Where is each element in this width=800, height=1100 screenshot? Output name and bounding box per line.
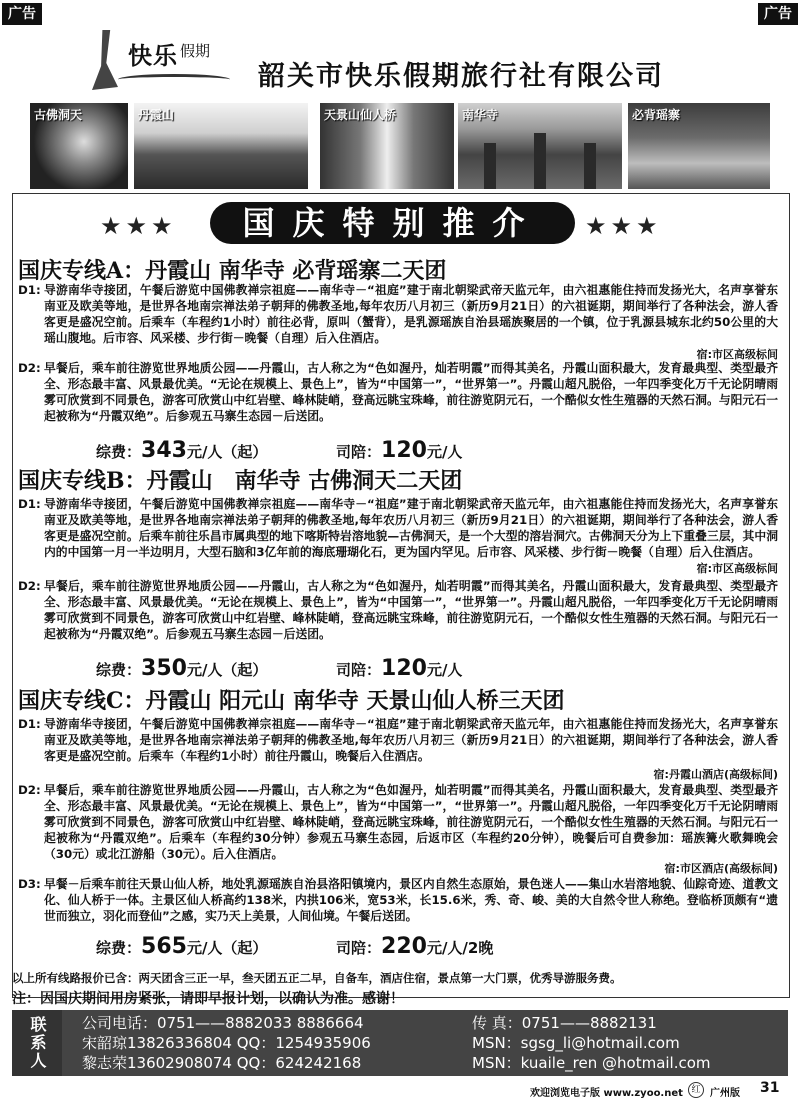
photo-label: 南华寺 [462,108,499,122]
line-c-day2-stay: 宿:市区酒店(高级标间) [664,862,778,875]
contact-person-2: 黎志荣13602908074 QQ：624242168 [82,1054,362,1072]
page-number: 31 [760,1080,780,1096]
contact-label: 联系人 [12,1010,62,1076]
price-label: 综费： [96,939,142,957]
contact-person-1: 宋韶琼13826336804 QQ：1254935906 [82,1034,371,1052]
logo-figure-icon [92,30,118,90]
line-c-title: 国庆专线C：丹霞山 阳元山 南华寺 天景山仙人桥三天团 [18,688,565,714]
temple-pillar-icon [534,133,546,189]
day-label: D1: [18,283,41,297]
photo-label: 丹霞山 [138,108,175,122]
temple-pillar-icon [484,143,496,189]
page-footer [0,1080,800,1100]
price-value: 565 [141,934,187,959]
stars-left: ★★★ [100,212,177,240]
contact-msn-2: MSN：kuaile_ren @hotmail.com [472,1054,711,1072]
photo-label: 古佛洞天 [34,108,83,122]
promo-banner: 国庆特别推介 [210,202,575,244]
line-a-title: 国庆专线A：丹霞山 南华寺 必背瑶寨二天团 [18,258,447,284]
guide-unit: 元/人 [426,661,463,679]
day-text: 早餐后，乘车前往游览世界地质公园——丹霞山，古人称之为“色如渥丹，灿若明霞”而得其美名，丹霞山面积最大，发育最典型、类型最齐全、形态最丰富、风景最优美。“无论在规模上、景色上”，皆为“中国第一”，“世界第一”。丹霞山超凡脱俗，一年四季变化万千无论阴晴雨雾可欣赏到不同景色，游客可欣赏山中红岩壁、峰林陡峭，登高远眺宝珠峰，前往游览阴元石，一个酷似女性生殖器的天然石洞。与阳元石一起被称为“丹霞双绝”。后乘车（车程约30分钟）参观五马寨生态园，后返市区（车程约20分钟），晚餐后可自费参加：瑶族篝火歌舞晚会（30元）或北江游船（30元）。后入住酒店。 [44,783,778,861]
footer-edition: 广州版 [710,1088,740,1099]
logo-sub: 假期 [180,42,211,60]
photo-nanhuasi [458,103,622,189]
day-label: D2: [18,361,41,375]
day-text: 早餐后，乘车前往游览世界地质公园——丹霞山，古人称之为“色如渥丹，灿若明霞”而得其美名，丹霞山面积最大，发育最典型、类型最齐全、形态最丰富、风景最优美。“无论在规模上、景色上”，皆为“中国第一”，“世界第一”。丹霞山超凡脱俗，一年四季变化万千无论阴晴雨雾可欣赏到不同景色，游客可欣赏山中红岩壁、峰林陡峭，登高远眺宝珠峰，前往游览阴元石，一个酷似女性生殖器的天然石洞。与阳元石一起被称为“丹霞双绝”。后参观五马寨生态园－后送团。 [44,579,778,641]
day-text: 导游南华寺接团，午餐后游览中国佛教禅宗祖庭——南华寺－“祖庭”建于南北朝梁武帝天监元年，由六祖惠能住持而发扬光大，名声享誉东南亚及欧美等地，是世界各地南宗禅法弟子朝拜的佛教圣地,每年农历八月初三（新历9月21日）的六祖诞期，期间举行了各种法会，游人香客更是盛况空前。后乘车前往乐昌市属典型的地下喀斯特岩溶地貌—古佛洞天，是一个大型的溶岩洞穴。古佛洞天分为上下重叠三层，其中洞内的中国第一月一半边明月，大型石脑和3亿年前的海底珊瑚化石，更为国内罕见。后市容、风采楼、步行街－晚餐（自理）后入住酒店。 [44,497,778,559]
line-b-day2 [18,578,778,642]
line-c-price [96,934,494,959]
guide-fee [336,438,462,463]
line-a-day1-stay: 宿:市区高级标间 [696,348,778,361]
photo-label: 必背瑶寨 [632,108,681,122]
temple-pillar-icon [584,143,596,189]
day-label: D1: [18,717,41,731]
day-label: D3: [18,877,41,891]
contact-panel [12,1010,788,1076]
price-unit: 元/人（起） [186,661,268,679]
guide-fee [336,934,493,959]
company-name: 韶关市快乐假期旅行社有限公司 [258,61,664,92]
day-label: D2: [18,579,41,593]
guide-label: 司陪： [336,939,382,957]
ad-label-left: 广告 [2,3,42,25]
photo-label: 天景山仙人桥 [324,108,397,122]
day-label: D1: [18,497,41,511]
guide-value: 120 [381,438,427,463]
line-c-day3 [18,876,778,924]
footer-logo-icon: 红 [688,1082,704,1098]
company-logo [88,30,238,96]
line-b-title: 国庆专线B：丹霞山 南华寺 古佛洞天二天团 [18,468,463,494]
price-value: 350 [141,656,187,681]
guide-unit: 元/人 [426,443,463,461]
line-c-day1 [18,716,778,764]
photo-danxiashan [134,103,308,189]
line-a-day2 [18,360,778,424]
footer-site: 欢迎浏览电子版 www.zyoo.net [530,1088,683,1099]
guide-fee [336,656,462,681]
line-b-day1 [18,496,778,560]
price-label: 综费： [96,443,142,461]
guide-label: 司陪： [336,443,382,461]
photo-strip [30,103,770,189]
line-b-day1-stay: 宿:市区高级标间 [696,562,778,575]
photo-tianjingshan [320,103,454,189]
price-unit: 元/人（起） [186,443,268,461]
price-unit: 元/人（起） [186,939,268,957]
price-label: 综费： [96,661,142,679]
ad-label-right: 广告 [758,3,798,25]
line-b-price [96,656,463,681]
company-phone: 公司电话：0751——8882033 8886664 [82,1014,364,1032]
guide-unit: 元/人/2晚 [426,939,494,957]
booking-note: 注：因国庆期间用房紧张，请即早报计划，以确认为准。感谢！ [12,991,404,1007]
photo-gufodongtian [30,103,128,189]
price-value: 343 [141,438,187,463]
guide-value: 220 [381,934,427,959]
line-a-price [96,438,463,463]
day-text: 早餐后，乘车前往游览世界地质公园——丹霞山，古人称之为“色如渥丹，灿若明霞”而得其美名，丹霞山面积最大，发育最典型、类型最齐全、形态最丰富、风景最优美。“无论在规模上、景色上”，皆为“中国第一”，“世界第一”。丹霞山超凡脱俗，一年四季变化万千无论阴晴雨雾可欣赏到不同景色，游客可欣赏山中红岩壁、峰林陡峭，登高远眺宝珠峰，前往游览阴元石，一个酷似女性生殖器的天然石洞。与阳元石一起被称为“丹霞双绝”。后参观五马寨生态园－后送团。 [44,361,778,423]
guide-label: 司陪： [336,661,382,679]
day-text: 导游南华寺接团，午餐后游览中国佛教禅宗祖庭——南华寺－“祖庭”建于南北朝梁武帝天监元年，由六祖惠能住持而发扬光大，名声享誉东南亚及欧美等地，是世界各地南宗禅法弟子朝拜的佛教圣地,每年农历八月初三（新历9月21日）的六祖诞期，期间举行了各种法会，游人香客更是盛况空前。后乘车（车程约1小时）前往必背，原叫（蟹背），是乳源瑶族自治县瑶族聚居的一个镇，位于乳源县城东北约50公里的大瑶山腹地。后市容、风采楼、步行街－晚餐（自理）后入住酒店。 [44,283,778,345]
price-includes-note: 以上所有线路报价已含：两天团含三正一早，叁天团五正二早，自备车，酒店住宿，景点第一大门票，优秀导游服务费。 [12,971,622,985]
day-label: D2: [18,783,41,797]
stars-right: ★★★ [585,212,662,240]
company-fax: 传 真：0751——8882131 [472,1014,657,1032]
day-text: 早餐－后乘车前往天景山仙人桥，地处乳源瑶族自治县洛阳镇境内，景区内自然生态原始，景色迷人——集山水岩溶地貌、仙踪奇迹、道教文化、仙人桥于一体。主景区仙人桥高约138米，内拱106米，宽53米，长15.6米，秀、奇、峻、美的大自然令世人称绝。登临桥顶颇有“遗世而独立，羽化而登仙”之感，实乃天上美景，人间仙境。午餐后送团。 [44,877,778,923]
photo-bibeiyaozhai [628,103,770,189]
guide-value: 120 [381,656,427,681]
day-text: 导游南华寺接团，午餐后游览中国佛教禅宗祖庭——南华寺－“祖庭”建于南北朝梁武帝天监元年，由六祖惠能住持而发扬光大，名声享誉东南亚及欧美等地，是世界各地南宗禅法弟子朝拜的佛教圣地,每年农历八月初三（新历9月21日）的六祖诞期，期间举行了各种法会，游人香客更是盛况空前。后乘车（车程约1小时）前往丹霞山，晚餐后入住酒店。 [44,717,778,763]
logo-brand: 快乐 [128,42,178,70]
contact-msn-1: MSN：sgsg_li@hotmail.com [472,1034,680,1052]
line-a-day1 [18,282,778,346]
line-c-day1-stay: 宿:丹霞山酒店(高级标间) [653,768,778,781]
logo-swoosh-icon [118,74,230,85]
line-c-day2 [18,782,778,862]
